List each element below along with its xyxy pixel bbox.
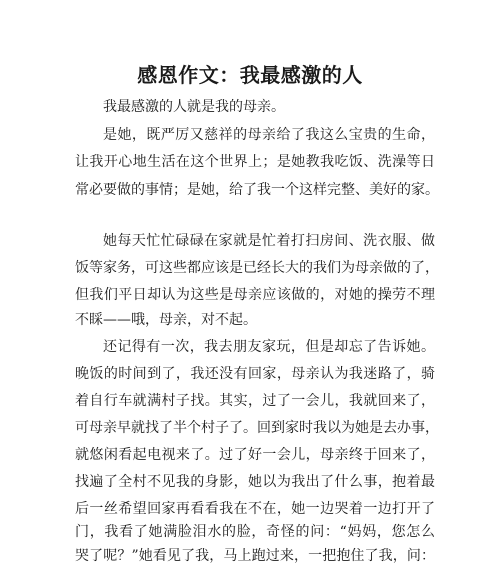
text-line: 还记得有一次，我去朋友家玩，但是却忘了告诉她。	[103, 339, 435, 355]
text-line: 但我们平日却认为这些是母亲应该做的，对她的操劳不理	[75, 287, 435, 303]
text-line: 哭了呢？”她看见了我，马上跑过来，一把抱住了我，问：	[75, 548, 435, 564]
text-line: 着自行车就满村子找。其实，过了一会儿，我就回来了，	[75, 393, 435, 409]
text-line: 饭等家务，可这些都应该是已经长大的我们为母亲做的了，	[75, 260, 439, 276]
text-line: 她每天忙忙碌碌在家就是忙着打扫房间、洗衣服、做	[103, 233, 435, 249]
text-line: 找遍了全村不见我的身影，她以为我出了什么事，抱着最	[75, 474, 435, 490]
text-line: 门，我看了她满脸泪水的脸，奇怪的问：“妈妈，您怎么	[75, 524, 435, 540]
document-title: 感恩作文：我最感激的人	[137, 63, 363, 87]
text-line: 后一丝希望回家再看看我在不在，她一边哭着一边打开了	[75, 501, 435, 517]
text-line: 让我开心地生活在这个世界上；是她教我吃饭、洗澡等日	[75, 154, 435, 170]
text-line: 我最感激的人就是我的母亲。	[103, 99, 285, 115]
text-line: 常必要做的事情；是她，给了我一个这样完整、美好的家。	[75, 182, 439, 198]
text-line: 就悠闲看起电视来了。过了好一会儿，母亲终于回来了，	[75, 447, 435, 463]
text-line: 不睬——哦，母亲，对不起。	[75, 312, 257, 328]
text-line: 可母亲早就找了半个村子了。回到家时我以为她是去办事，	[75, 420, 439, 436]
text-line: 是她，既严厉又慈祥的母亲给了我这么宝贵的生命，	[103, 127, 435, 143]
text-line: 晚饭的时间到了，我还没有回家，母亲认为我迷路了，骑	[75, 366, 435, 382]
